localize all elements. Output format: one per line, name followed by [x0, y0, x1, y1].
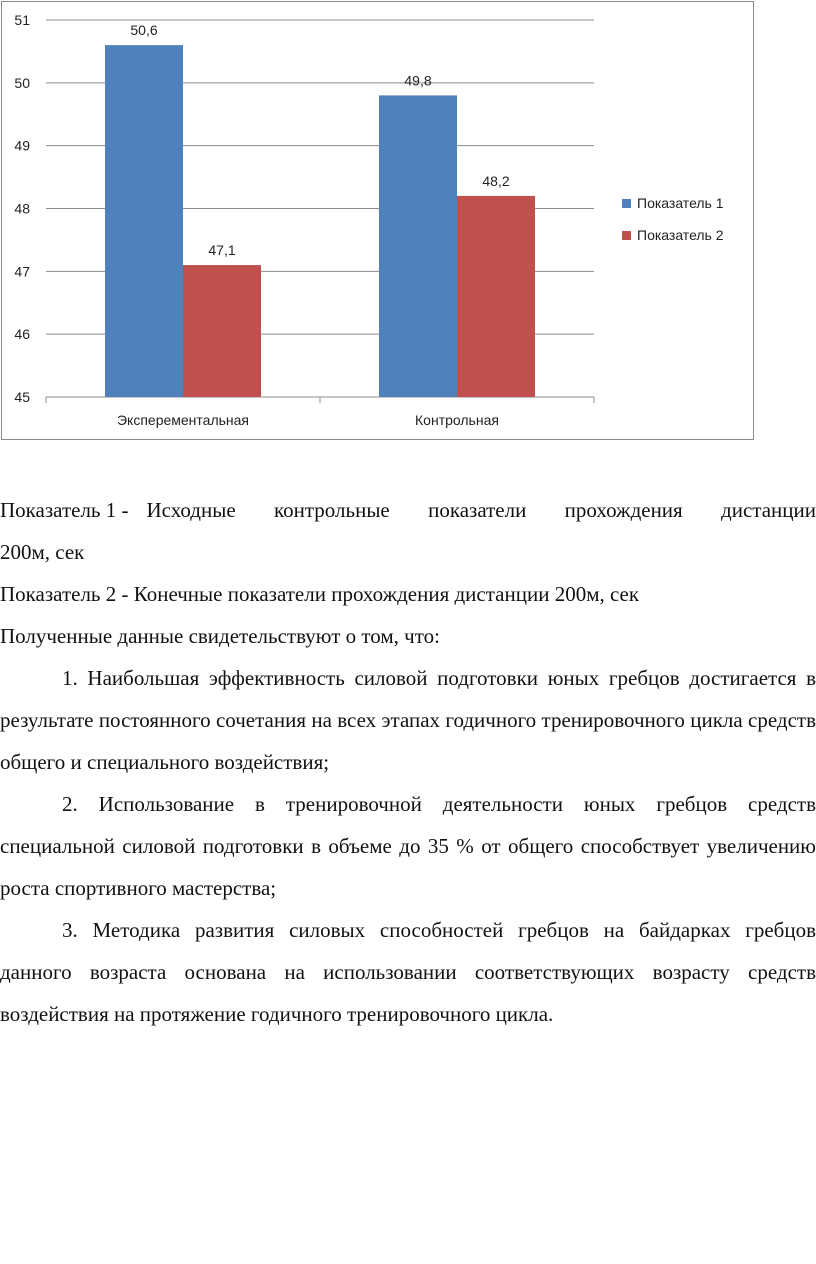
- y-tick-label: 51: [14, 12, 30, 28]
- data-label-1-1: 50,6: [130, 22, 158, 39]
- bars: [105, 45, 535, 397]
- conclusion-item-3: 3. Методика развития силовых способностей гребцов на байдарках гребцов данного возраста основана на использовании соответствующих возрасту средств воздействия на протяжение годичного тренировочного цикла.: [0, 918, 816, 1026]
- y-tick-label: 46: [14, 326, 30, 343]
- data-label-2-1: 47,1: [208, 242, 236, 259]
- x-category-label: Контрольная: [415, 412, 499, 428]
- x-category-label: Эксперементальная: [116, 412, 250, 428]
- legend-definition-1-continuation: 200м, сек: [0, 540, 85, 564]
- y-tick-label: 47: [14, 263, 30, 280]
- data-label-1-2: 49,8: [404, 72, 432, 89]
- bar-2-1: [183, 265, 261, 397]
- legend: [622, 195, 724, 243]
- y-tick-label: 50: [14, 74, 30, 91]
- conclusion-item-1: 1. Наибольшая эффективность силовой подготовки юных гребцов достигается в результате постоянного сочетания на всех этапах годичного тренировочного цикла средств общего и специального воздействия;: [0, 666, 816, 774]
- legend-label-2: Показатель 2: [637, 227, 724, 243]
- bar-1-2: [379, 95, 457, 397]
- legend-definition-1-body: Исходные контрольные показатели прохождения дистанции: [146, 498, 816, 522]
- y-tick-label: 48: [14, 200, 30, 217]
- legend-swatch-2: [622, 231, 631, 240]
- y-axis-ticks: [14, 12, 30, 405]
- legend-label-1: Показатель 1: [637, 195, 724, 211]
- y-tick-label: 49: [14, 137, 30, 154]
- x-axis-categories: [117, 412, 499, 428]
- bar-1-1: [105, 45, 183, 397]
- legend-definition-2: Показатель 2 - Конечные показатели прохождения дистанции 200м, сек: [0, 582, 640, 606]
- legend-definition-1-prefix: Показатель 1 -: [0, 498, 129, 522]
- conclusion-intro: Полученные данные свидетельствуют о том, что:: [0, 624, 440, 648]
- conclusion-item-2: 2. Использование в тренировочной деятельности юных гребцов средств специальной силовой подготовки в объеме до 35 % от общего способствует увеличению роста спортивного мастерства;: [0, 792, 816, 900]
- bar-chart: [0, 0, 816, 460]
- bar-2-2: [457, 196, 535, 397]
- legend-definition-1: [0, 489, 816, 573]
- data-label-2-2: 48,2: [482, 172, 510, 189]
- y-tick-label: 45: [14, 389, 30, 405]
- legend-swatch-1: [622, 199, 631, 208]
